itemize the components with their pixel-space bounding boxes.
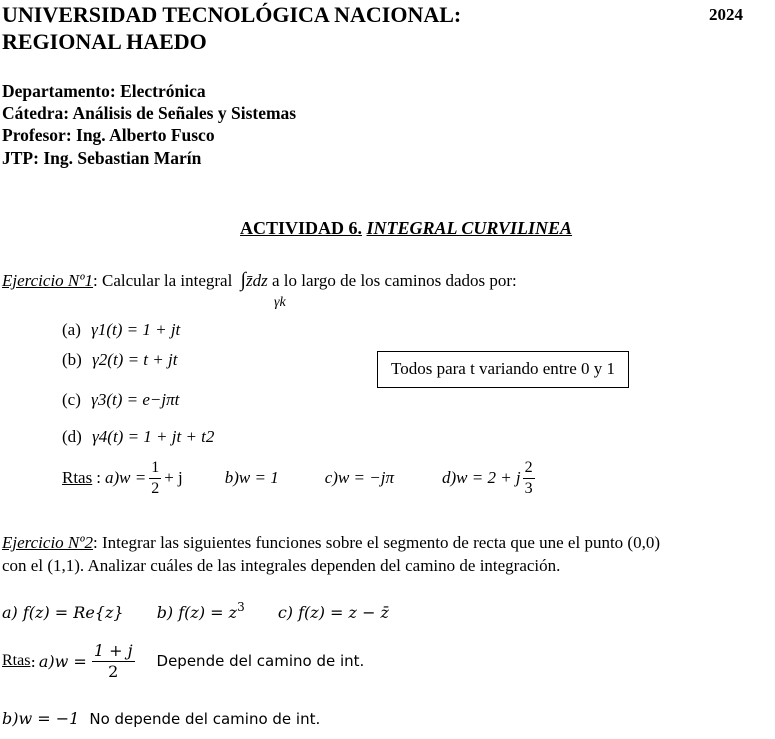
item-expr: γ2(t) = t + jt bbox=[92, 350, 178, 369]
ans-d-prefix: d)w = 2 + j bbox=[441, 468, 521, 487]
year: 2024 bbox=[709, 5, 743, 24]
answers-label: Rtas bbox=[62, 468, 93, 487]
activity-name: INTEGRAL CURVILINEA bbox=[366, 218, 573, 238]
regional-title: REGIONAL HAEDO bbox=[2, 29, 207, 54]
ans-a-fraction bbox=[92, 640, 135, 681]
ex1-item-d bbox=[62, 427, 214, 447]
func-b-exponent: 3 bbox=[237, 600, 245, 614]
activity-prefix: ACTIVIDAD 6. bbox=[240, 218, 363, 238]
ex2-statement-line2: con el (1,1). Analizar cuáles de las integrales dependen del camino de integración. bbox=[2, 556, 561, 575]
ans-b: b)w = −1 bbox=[2, 709, 80, 728]
ex2-answer-b bbox=[2, 709, 320, 729]
frac-denominator: 2 bbox=[151, 479, 160, 497]
ans-a-fraction bbox=[149, 460, 161, 497]
ex2-text-line1: : Integrar las siguientes funciones sobre el segmento de recta que une el punto (0,0) bbox=[93, 533, 660, 552]
ans-b-note: No depende del camino de int. bbox=[89, 710, 321, 728]
ex1-item-c bbox=[62, 390, 179, 410]
ex1-statement bbox=[2, 269, 517, 292]
frac-denominator: 2 bbox=[108, 661, 119, 681]
item-expr: γ3(t) = e−jπt bbox=[91, 390, 180, 409]
ex1-text-after: a lo largo de los caminos dados por: bbox=[272, 271, 517, 290]
ans-c: c)w = −jπ bbox=[324, 468, 394, 487]
ans-a-prefix: a)w = bbox=[104, 468, 147, 487]
answers-colon: : bbox=[96, 468, 101, 487]
ans-a-prefix: a)w = bbox=[38, 651, 87, 671]
ex2-answer-a bbox=[2, 638, 364, 684]
ex2-label: Ejercicio Nº2 bbox=[2, 533, 94, 552]
ex1-integrand: z̄dz bbox=[246, 271, 268, 290]
department: Departamento: Electrónica bbox=[2, 81, 206, 101]
frac-denominator: 3 bbox=[524, 479, 533, 497]
chair: Cátedra: Análisis de Señales y Sistemas bbox=[2, 103, 297, 123]
item-tag: (c) bbox=[62, 390, 81, 409]
ans-a-suffix: + j bbox=[164, 468, 183, 487]
ans-b: b)w = 1 bbox=[224, 468, 279, 487]
ex1-text-before: : Calcular la integral bbox=[93, 271, 233, 290]
ex1-item-b bbox=[62, 350, 177, 370]
integral-sign: ∫ bbox=[240, 269, 247, 291]
ex2-statement-line1 bbox=[2, 533, 660, 553]
item-tag: (d) bbox=[62, 427, 82, 446]
professor: Profesor: Ing. Alberto Fusco bbox=[2, 125, 215, 145]
func-b: b) f(z) = z bbox=[156, 603, 238, 622]
range-note-box: Todos para t variando entre 0 y 1 bbox=[377, 351, 629, 388]
item-tag: (b) bbox=[62, 350, 82, 369]
item-tag: (a) bbox=[62, 320, 81, 339]
item-expr: γ4(t) = 1 + jt + t2 bbox=[92, 427, 215, 446]
university-title: UNIVERSIDAD TECNOLÓGICA NACIONAL: bbox=[2, 2, 462, 27]
ex2-functions bbox=[2, 600, 389, 622]
answers-colon: : bbox=[30, 651, 36, 671]
frac-numerator: 2 bbox=[523, 460, 535, 479]
func-a: a) f(z) = Re{z} bbox=[2, 603, 124, 622]
answers-label: Rtas bbox=[2, 652, 31, 669]
frac-numerator: 1 + j bbox=[93, 640, 133, 660]
activity-title bbox=[240, 218, 572, 239]
ex1-label: Ejercicio Nº1 bbox=[2, 271, 94, 290]
ex1-answers bbox=[62, 458, 535, 498]
path-symbol: γk bbox=[274, 295, 286, 310]
ex1-item-a bbox=[62, 320, 180, 340]
func-c: c) f(z) = z − z̄ bbox=[277, 603, 389, 622]
item-expr: γ1(t) = 1 + jt bbox=[91, 320, 181, 339]
ans-a-note: Depende del camino de int. bbox=[156, 652, 365, 670]
jtp: JTP: Ing. Sebastian Marín bbox=[2, 148, 202, 168]
ans-d-fraction bbox=[523, 460, 535, 497]
frac-numerator: 1 bbox=[149, 460, 161, 479]
